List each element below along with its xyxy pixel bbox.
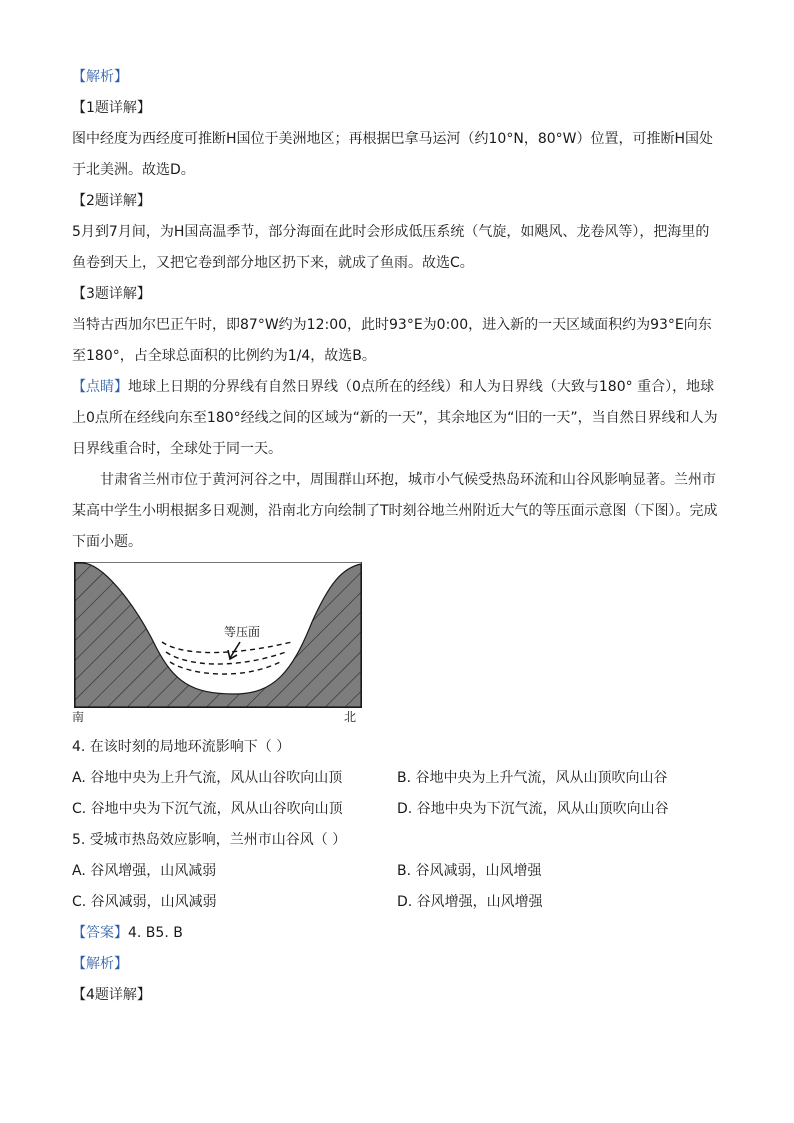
answer-line — [72, 918, 722, 949]
key-point-tag: 【点睛】 — [72, 379, 128, 395]
isobar-diagram — [72, 562, 362, 732]
q2-detail-heading: 【2题详解】 — [72, 193, 151, 209]
document-page — [72, 62, 722, 1011]
passage-text: 甘肃省兰州市位于黄河河谷之中，周围群山环抱，城市小气候受热岛环流和山谷风影响显著。兰州市某高中学生小明根据多日观测，沿南北方向绘制了T时刻谷地兰州附近大气的等压面示意图（下图）。完成下面小题。 — [72, 472, 718, 550]
south-label: 南 — [72, 710, 85, 724]
q1-detail-heading: 【1题详解】 — [72, 100, 151, 116]
north-label: 北 — [344, 710, 357, 724]
answer-text: 4. B5. B — [128, 925, 183, 941]
valley-cross-section — [74, 562, 362, 708]
q3-detail-heading: 【3题详解】 — [72, 286, 151, 302]
q4-options-row-2 — [72, 794, 722, 825]
key-point-text: 地球上日期的分界线有自然日界线（0点所在的经线）和人为日界线（大致与180° 重合），地球上0点所在经线向东至180°经线之间的区域为“新的一天”，其余地区为“旧的一天”，当自然日界线和人为日界线重合时，全球处于同一天。 — [72, 379, 718, 457]
q5-option-b: B. 谷风减弱，山风增强 — [397, 863, 542, 879]
q5-option-d: D. 谷风增强，山风增强 — [397, 894, 543, 910]
q4-options-row-1 — [72, 763, 722, 794]
key-point-block — [72, 372, 722, 465]
q4-option-a: A. 谷地中央为上升气流，风从山谷吹向山顶 — [72, 770, 343, 786]
q4-detail-heading: 【4题详解】 — [72, 987, 151, 1003]
isobar-label: 等压面 — [224, 625, 261, 639]
q5-stem: 5. 受城市热岛效应影响，兰州市山谷风（ ） — [72, 832, 347, 848]
q5-options-row-1 — [72, 856, 722, 887]
q4-stem: 4. 在该时刻的局地环流影响下（ ） — [72, 739, 291, 755]
q1-detail-text: 图中经度为西经度可推断H国位于美洲地区；再根据巴拿马运河（约10°N，80°W）位置，可推断H国处于北美洲。故选D。 — [72, 131, 713, 178]
answer-tag: 【答案】 — [72, 925, 128, 941]
analysis-heading-2: 【解析】 — [72, 956, 128, 972]
q4-option-c: C. 谷地中央为下沉气流，风从山谷吹向山顶 — [72, 801, 343, 817]
q4-option-b: B. 谷地中央为上升气流，风从山顶吹向山谷 — [397, 770, 668, 786]
q2-detail-text: 5月到7月间，为H国高温季节，部分海面在此时会形成低压系统（气旋，如飓风、龙卷风等），把海里的鱼卷到天上，又把它卷到部分地区扔下来，就成了鱼雨。故选C。 — [72, 224, 710, 271]
q5-option-a: A. 谷风增强，山风减弱 — [72, 863, 217, 879]
q5-options-row-2 — [72, 887, 722, 918]
analysis-heading: 【解析】 — [72, 69, 128, 85]
q4-option-d: D. 谷地中央为下沉气流，风从山顶吹向山谷 — [397, 801, 669, 817]
q3-detail-text: 当特古西加尔巴正午时，即87°W约为12:00，此时93°E为0:00，进入新的一天区域面积约为93°E向东至180°，占全球总面积的比例约为1/4，故选B。 — [72, 317, 712, 364]
q5-option-c: C. 谷风减弱，山风减弱 — [72, 894, 217, 910]
